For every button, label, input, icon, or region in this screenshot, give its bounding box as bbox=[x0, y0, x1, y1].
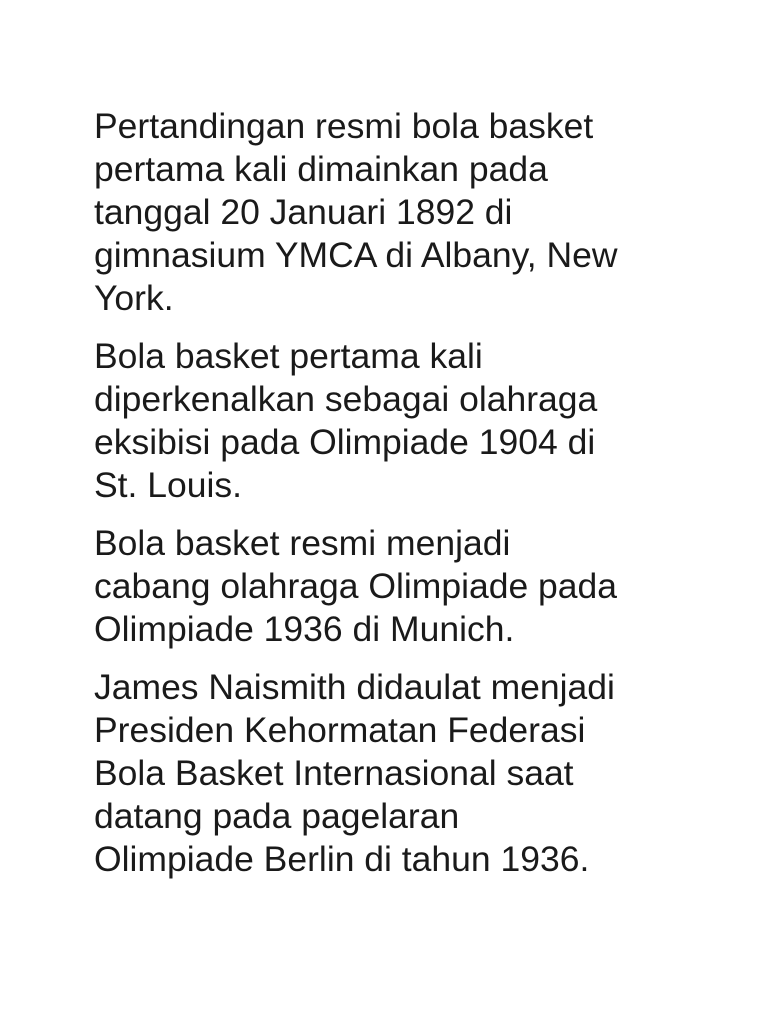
paragraph-olympic-exhibition: Bola basket pertama kali diperkenalkan sebagai olahraga eksibisi pada Olimpiade 1904 di St. Louis. bbox=[94, 336, 598, 505]
paragraph-first-game: Pertandingan resmi bola basket pertama kali dimainkan pada tanggal 20 Januari 1892 di gimnasium YMCA di Albany, New York. bbox=[94, 106, 618, 318]
paragraph-james-naismith: James Naismith didaulat menjadi Presiden Kehormatan Federasi Bola Basket Internasional saat datang pada pagelaran Olimpiade Berlin di tahun 1936. bbox=[94, 667, 615, 879]
paragraph-official-olympic-sport: Bola basket resmi menjadi cabang olahraga Olimpiade pada Olimpiade 1936 di Munich. bbox=[94, 523, 618, 649]
document-body bbox=[94, 105, 694, 896]
